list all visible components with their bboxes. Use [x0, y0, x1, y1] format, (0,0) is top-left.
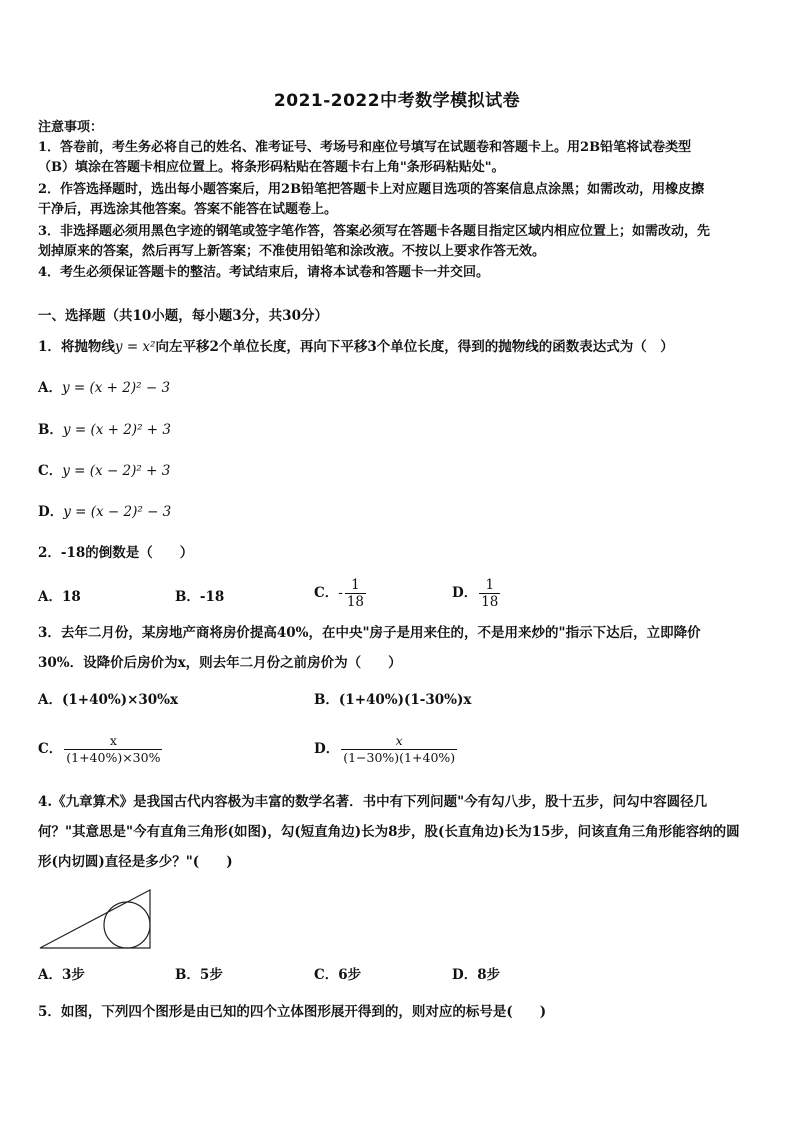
- option-label: B．: [175, 967, 200, 983]
- option-text: 6步: [338, 967, 362, 983]
- option-text: (1+40%)(1-30%)x: [338, 692, 472, 708]
- option-label: A．: [38, 692, 62, 708]
- note-line: 3．非选择题必须用黑色字迹的钢笔或签字笔作答，答案必须写在答题卡各题目指定区域内相应位置上；如需改动，先: [38, 224, 711, 239]
- numerator: x: [395, 733, 403, 748]
- denominator: (1+40%)×30%: [66, 750, 161, 765]
- denominator: 18: [346, 594, 364, 610]
- option-label: C．: [38, 463, 63, 479]
- option-label: C．: [38, 741, 63, 757]
- option-label: C．: [314, 967, 339, 983]
- option-label: B．: [175, 589, 200, 605]
- option-expression: y = (x + 2)² − 3: [61, 380, 171, 396]
- note-line: 4．考生必须保证答题卡的整洁。考试结束后，请将本试卷和答题卡一并交回。: [38, 265, 490, 280]
- question-3-line-2: 30%．设降价后房价为x，则去年二月份之前房价为（ ）: [38, 655, 402, 671]
- q3-option-c[interactable]: [38, 733, 164, 766]
- q1-expression: y = x²: [114, 339, 156, 355]
- q2-option-c[interactable]: [314, 577, 368, 610]
- q4-option-a[interactable]: [38, 965, 85, 985]
- section-heading: 一、选择题（共10小题，每小题3分，共30分）: [38, 308, 328, 324]
- denominator: 18: [481, 594, 499, 610]
- option-expression: y = (x − 2)² + 3: [62, 463, 171, 479]
- page-title: 2021-2022中考数学模拟试卷: [273, 91, 521, 111]
- q3-option-d[interactable]: [314, 733, 459, 766]
- option-label: D．: [452, 585, 478, 601]
- option-text: 3步: [61, 967, 85, 983]
- question-4-line-3: 形(内切圆)直径是多少？"( ): [38, 854, 233, 870]
- question-4-line-2: 何？"其意思是"今有直角三角形(如图)，勾(短直角边)长为8步，股(长直角边)长为15步，问该直角三角形能容纳的圆: [38, 824, 740, 840]
- option-expression: y = (x + 2)² + 3: [62, 422, 171, 438]
- question-5: 5．如图，下列四个图形是由已知的四个立体图形展开得到的，则对应的标号是( ): [38, 1004, 547, 1020]
- denominator: (1−30%)(1+40%): [343, 750, 456, 765]
- note-line: （B）填涂在答题卡相应位置上。将条形码粘贴在答题卡右上角"条形码粘贴处"。: [38, 160, 505, 175]
- option-label: A．: [38, 589, 62, 605]
- option-text: 5步: [199, 967, 223, 983]
- note-line: 划掉原来的答案，然后再写上新答案；不准使用铅笔和涂改液。不按以上要求作答无效。: [38, 244, 546, 259]
- right-triangle-incircle-figure: [38, 888, 154, 952]
- fraction: [345, 577, 366, 610]
- fraction: [479, 577, 500, 610]
- q1-stem-post: 向左平移2个单位长度，再向下平移3个单位长度，得到的抛物线的函数表达式为（ ）: [155, 339, 674, 355]
- question-4-line-1: 4.《九章算术》是我国古代内容极为丰富的数学名著．书中有下列问题"今有勾八步，股十五步，问勾中容圆径几: [38, 794, 708, 810]
- numerator: x: [109, 733, 117, 748]
- fraction: [341, 733, 457, 766]
- question-2: 2．-18的倒数是（ ）: [38, 545, 194, 561]
- question-3-line-1: 3．去年二月份，某房地产商将房价提高40%，在中央"房子是用来住的，不是用来炒的"指示下达后，立即降价: [38, 625, 701, 641]
- question-1: [38, 337, 758, 357]
- q1-option-c[interactable]: [38, 461, 170, 481]
- note-line: 干净后，再选涂其他答案。答案不能答在试题卷上。: [38, 202, 338, 217]
- q2-option-b[interactable]: [175, 587, 224, 607]
- right-triangle: [40, 890, 150, 948]
- q1-option-d[interactable]: [38, 502, 171, 522]
- q4-option-b[interactable]: [175, 965, 223, 985]
- option-text: 18: [61, 589, 81, 605]
- q1-stem-pre: 1．将抛物线: [38, 339, 115, 355]
- option-sign: -: [338, 585, 343, 601]
- option-label: D．: [452, 967, 478, 983]
- numerator: 1: [351, 577, 360, 593]
- q1-option-a[interactable]: [38, 378, 170, 398]
- option-text: (1+40%)×30%x: [61, 692, 179, 708]
- option-label: B．: [38, 422, 63, 438]
- option-label: C．: [314, 585, 339, 601]
- q2-option-a[interactable]: [38, 587, 81, 607]
- note-line: 2．作答选择题时，选出每小题答案后，用2B铅笔把答题卡上对应题目选项的答案信息点涂黑；如需改动，用橡皮擦: [38, 182, 705, 197]
- option-label: A．: [38, 967, 62, 983]
- notes-heading: 注意事项：: [38, 120, 104, 135]
- option-label: B．: [314, 692, 339, 708]
- inscribed-circle: [104, 902, 150, 948]
- option-label: D．: [314, 741, 340, 757]
- option-label: A．: [38, 380, 62, 396]
- fraction: [64, 733, 162, 766]
- q1-option-b[interactable]: [38, 420, 171, 440]
- option-text: -18: [199, 589, 225, 605]
- q4-option-d[interactable]: [452, 965, 500, 985]
- q3-option-a[interactable]: [38, 690, 178, 710]
- note-line: 1．答卷前，考生务必将自己的姓名、准考证号、考场号和座位号填写在试题卷和答题卡上。用2B铅笔将试卷类型: [38, 140, 692, 155]
- q3-option-b[interactable]: [314, 690, 471, 710]
- q4-option-c[interactable]: [314, 965, 361, 985]
- q2-option-d[interactable]: [452, 577, 502, 610]
- option-label: D．: [38, 504, 64, 520]
- option-text: 8步: [477, 967, 501, 983]
- option-expression: y = (x − 2)² − 3: [63, 504, 172, 520]
- numerator: 1: [485, 577, 495, 593]
